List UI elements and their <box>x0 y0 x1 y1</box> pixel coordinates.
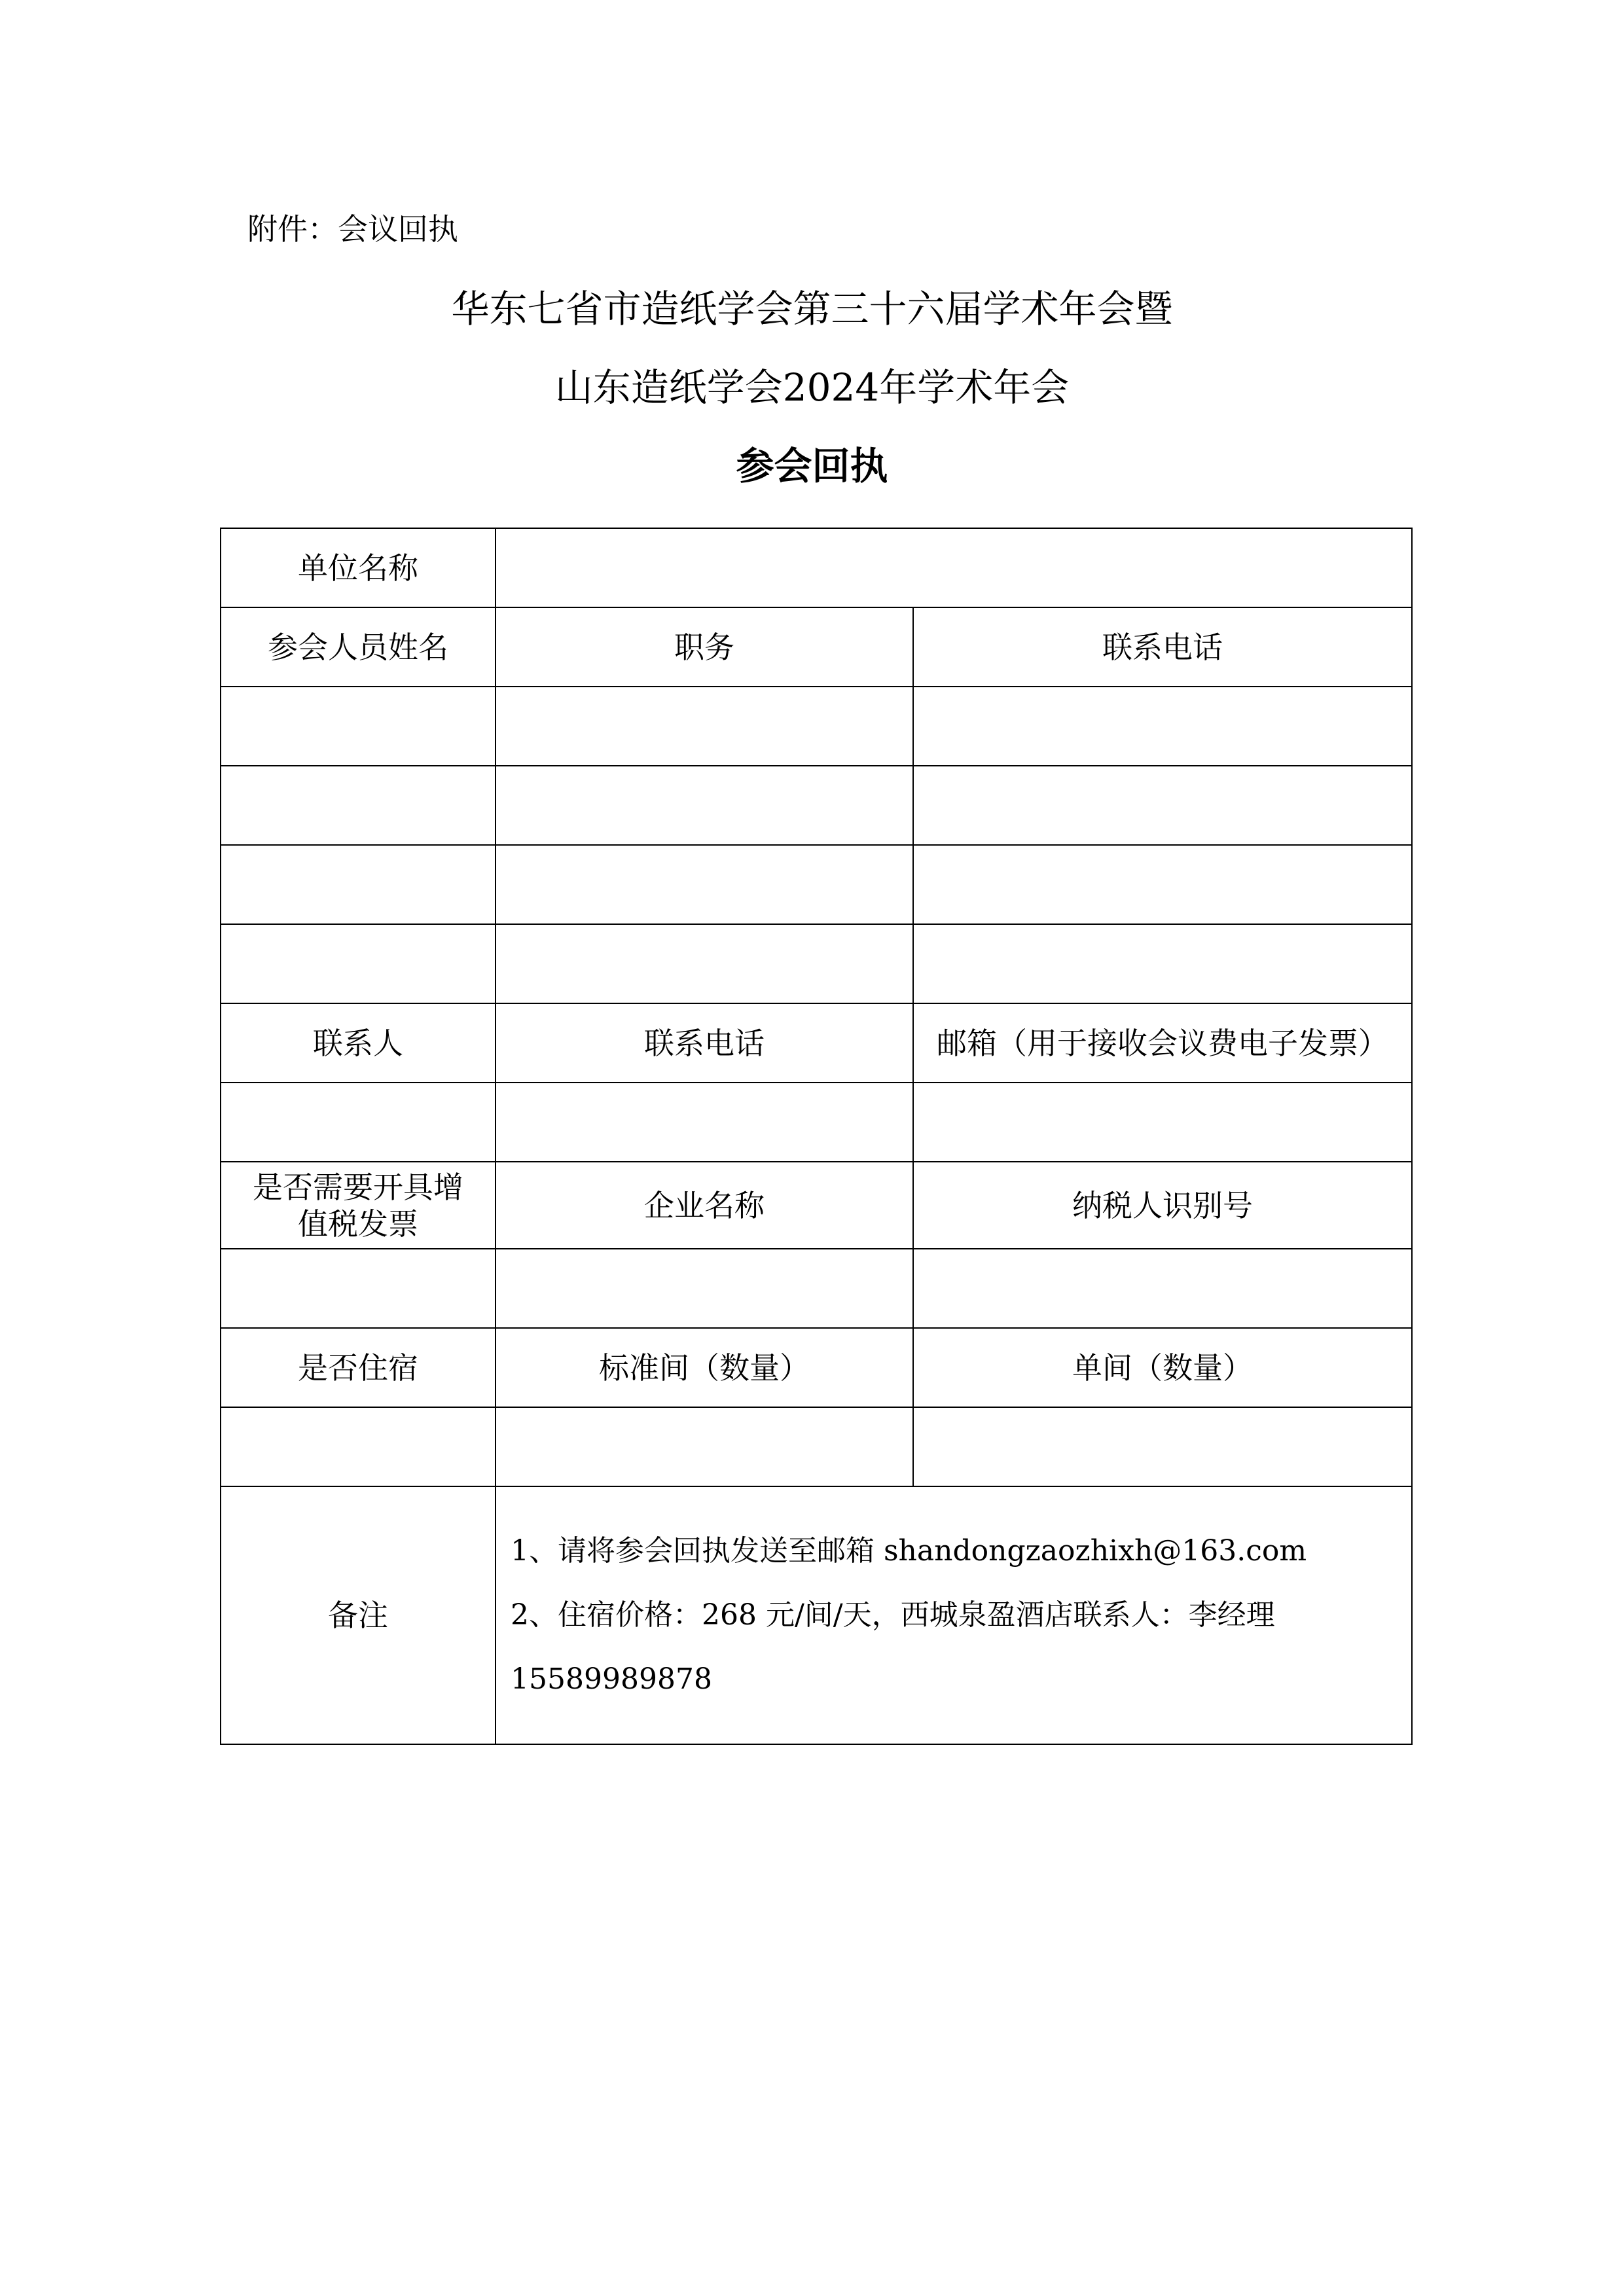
contact-row <box>221 1083 1412 1162</box>
vat-invoice-label-line-2: 值税发票 <box>298 1206 418 1242</box>
document-title-reply-form: 参会回执 <box>736 444 888 488</box>
attendee-name-field[interactable] <box>221 687 496 766</box>
attendee-position-field[interactable] <box>496 766 913 845</box>
email-field[interactable] <box>913 1083 1412 1162</box>
attendee-position-field[interactable] <box>496 845 913 924</box>
notes-label: 备注 <box>221 1486 496 1744</box>
accommodation-row <box>221 1407 1412 1486</box>
document-title-line-1: 华东七省市造纸学会第三十六届学术年会暨 <box>451 287 1173 331</box>
position-label: 职务 <box>496 607 913 687</box>
contact-person-label: 联系人 <box>221 1003 496 1083</box>
attendee-phone-field[interactable] <box>913 845 1412 924</box>
document-title-line-2: 山东造纸学会2024年学术年会 <box>554 365 1070 410</box>
attendee-position-field[interactable] <box>496 924 913 1003</box>
vat-invoice-field[interactable] <box>221 1249 496 1328</box>
company-name-label: 企业名称 <box>496 1162 913 1249</box>
contact-phone-label: 联系电话 <box>496 1003 913 1083</box>
note-contact-phone: 15589989878 <box>511 1662 712 1696</box>
registration-reply-form-table <box>220 528 1413 1745</box>
attendee-row <box>221 845 1412 924</box>
unit-name-label: 单位名称 <box>221 528 496 607</box>
single-room-label: 单间（数量） <box>913 1328 1412 1407</box>
vat-invoice-label <box>221 1162 496 1249</box>
company-name-field[interactable] <box>496 1249 913 1328</box>
attendee-name-field[interactable] <box>221 924 496 1003</box>
attendee-name-field[interactable] <box>221 766 496 845</box>
standard-room-label: 标准间（数量） <box>496 1328 913 1407</box>
email-label: 邮箱（用于接收会议费电子发票） <box>913 1003 1412 1083</box>
attendee-phone-field[interactable] <box>913 766 1412 845</box>
accommodation-label: 是否住宿 <box>221 1328 496 1407</box>
accommodation-header-row <box>221 1328 1412 1407</box>
vat-invoice-label-line-1: 是否需要开具增 <box>253 1169 463 1205</box>
attendee-row <box>221 924 1412 1003</box>
note-email-instruction: 1、请将参会回执发送至邮箱 shandongzaozhixh@163.com <box>511 1534 1307 1568</box>
attendee-position-field[interactable] <box>496 687 913 766</box>
attendee-header-row <box>221 607 1412 687</box>
attendee-phone-field[interactable] <box>913 687 1412 766</box>
taxpayer-id-field[interactable] <box>913 1249 1412 1328</box>
attachment-label: 附件：会议回执 <box>247 211 458 247</box>
single-room-quantity-field[interactable] <box>913 1407 1412 1486</box>
contact-header-row <box>221 1003 1412 1083</box>
taxpayer-id-label: 纳税人识别号 <box>913 1162 1412 1249</box>
contact-phone-field[interactable] <box>496 1083 913 1162</box>
note-accommodation-price: 2、住宿价格：268 元/间/天，西城泉盈酒店联系人：李经理 <box>511 1598 1275 1632</box>
accommodation-field[interactable] <box>221 1407 496 1486</box>
attendee-name-label: 参会人员姓名 <box>221 607 496 687</box>
unit-name-row <box>221 528 1412 607</box>
invoice-header-row <box>221 1162 1412 1249</box>
notes-row <box>221 1486 1412 1744</box>
attendee-phone-field[interactable] <box>913 924 1412 1003</box>
attendee-row <box>221 687 1412 766</box>
standard-room-quantity-field[interactable] <box>496 1407 913 1486</box>
invoice-row <box>221 1249 1412 1328</box>
attendee-name-field[interactable] <box>221 845 496 924</box>
attendee-phone-label: 联系电话 <box>913 607 1412 687</box>
attendee-row <box>221 766 1412 845</box>
unit-name-field[interactable] <box>496 528 1412 607</box>
contact-person-field[interactable] <box>221 1083 496 1162</box>
notes-content <box>496 1486 1412 1744</box>
